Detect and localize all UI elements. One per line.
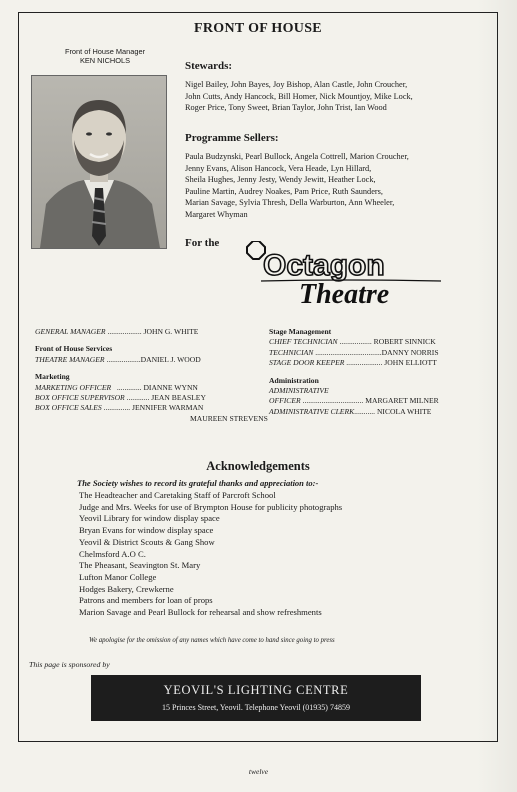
programme-sellers-list	[185, 151, 485, 221]
list-item: Patrons and members for loan of props	[79, 595, 213, 606]
box-office-sales-second-name: MAUREEN STREVENS	[190, 413, 268, 423]
marketing-officer-row: MARKETING OFFICER ............. DIANNE WYNN	[35, 382, 198, 392]
theatre-manager-row: THEATRE MANAGER ..................DANIEL J. WOOD	[35, 354, 201, 364]
administration-heading: Administration	[269, 375, 319, 385]
list-item: The Headteacher and Caretaking Staff of Parcroft School	[79, 490, 276, 500]
acknowledgements-intro: The Society wishes to record its grateful thanks and appreciation to:-	[77, 478, 319, 488]
sponsor-address: 15 Princes Street, Yeovil. Telephone Yeovil (01935) 74859	[162, 703, 350, 712]
octagon-theatre-logo	[241, 241, 451, 307]
acknowledgements-list	[79, 490, 342, 619]
photo-caption	[45, 47, 165, 65]
staff-column-right	[269, 327, 439, 417]
list-item: Marion Savage and Pearl Bullock for rehearsal and show refreshments	[79, 607, 322, 618]
page-title: FRONT OF HOUSE	[194, 21, 322, 36]
stewards-line: Nigel Bailey, John Bayes, Joy Bishop, Alan Castle, John Croucher,	[185, 80, 408, 89]
logo-word-octagon: Octagon	[263, 249, 385, 282]
admin-clerk-row: ADMINISTRATIVE CLERK........... NICOLA WHITE	[269, 406, 432, 416]
box-office-sales-row: BOX OFFICE SALES .............. JENNIFER WARMAN	[35, 403, 204, 413]
caption-role: Front of House Manager	[64, 47, 146, 56]
programme-sellers-heading: Programme Sellers:	[185, 132, 279, 144]
list-item: Judge and Mrs. Weeks for use of Brympton House for publicity photographs	[79, 501, 343, 512]
sellers-line: Paula Budzynski, Pearl Bullock, Angela Cottrell, Marion Croucher,	[185, 152, 409, 161]
list-item: Hodges Bakery, Crewkerne	[79, 583, 174, 594]
for-the-label: For the	[185, 237, 220, 249]
list-item: Yeovil Library for window display space	[79, 513, 220, 524]
portrait-illustration	[32, 76, 166, 248]
sponsor-label: This page is sponsored by	[29, 660, 110, 669]
sellers-line: Marian Savage, Sylvia Thresh, Della Warburton, Ann Wheeler,	[185, 198, 395, 208]
admin-officer-role-line: ADMINISTRATIVE	[269, 386, 329, 396]
sponsor-banner	[91, 675, 421, 721]
marketing-heading: Marketing	[35, 372, 70, 382]
general-manager-row: GENERAL MANAGER .................. JOHN G. WHITE	[35, 327, 199, 336]
list-item: Lufton Manor College	[79, 571, 157, 582]
stage-door-keeper-row: STAGE DOOR KEEPER ................... JOHN ELLIOTT	[269, 358, 437, 368]
caption-name: KEN NICHOLS	[79, 56, 131, 65]
list-item: Yeovil & District Scouts & Gang Show	[79, 536, 215, 547]
acknowledgements-heading: Acknowledgements	[206, 459, 310, 473]
list-item: The Pheasant, Seavington St. Mary	[79, 560, 201, 571]
sellers-line: Margaret Whyman	[185, 209, 248, 219]
foh-services-heading: Front of House Services	[35, 344, 113, 354]
manager-portrait	[31, 75, 167, 249]
sponsor-name: YEOVIL'S LIGHTING CENTRE	[163, 683, 349, 697]
box-office-supervisor-row: BOX OFFICE SUPERVISOR ............ JEAN BEASLEY	[35, 393, 206, 403]
apology-note: We apologise for the omission of any names which have come to hand since going to press	[89, 637, 335, 644]
stewards-heading: Stewards:	[185, 60, 233, 72]
stewards-line: John Cutts, Andy Hancock, Bill Homer, Nick Mountjoy, Mike Lock,	[185, 91, 413, 101]
stewards-line: Roger Price, Tony Sweet, Brian Taylor, John Trist, Ian Wood	[185, 103, 387, 113]
stewards-list	[185, 79, 485, 114]
chief-technician-row: CHIEF TECHNICIAN ................. ROBERT SINNICK	[269, 337, 436, 347]
logo-word-theatre: Theatre	[299, 279, 390, 307]
staff-column-left	[35, 327, 268, 424]
page-frame	[18, 12, 498, 742]
stage-management-heading: Stage Management	[269, 327, 332, 336]
technician-row: TECHNICIAN ...................................DANNY NORRIS	[269, 347, 439, 357]
list-item: Bryan Evans for window display space	[79, 525, 214, 536]
sellers-line: Sheila Hughes, Jenny Jesty, Wendy Jewitt, Heather Lock,	[185, 175, 376, 185]
page-number: twelve	[248, 767, 269, 776]
sellers-line: Jenny Evans, Alison Hancock, Vera Heade, Lyn Hillard,	[185, 163, 372, 173]
sellers-line: Pauline Martin, Audrey Noakes, Pam Price, Ruth Saunders,	[185, 186, 383, 196]
admin-officer-row: OFFICER ................................ MARGARET MILNER	[269, 396, 439, 406]
list-item: Chelmsford A.O C.	[79, 548, 146, 559]
